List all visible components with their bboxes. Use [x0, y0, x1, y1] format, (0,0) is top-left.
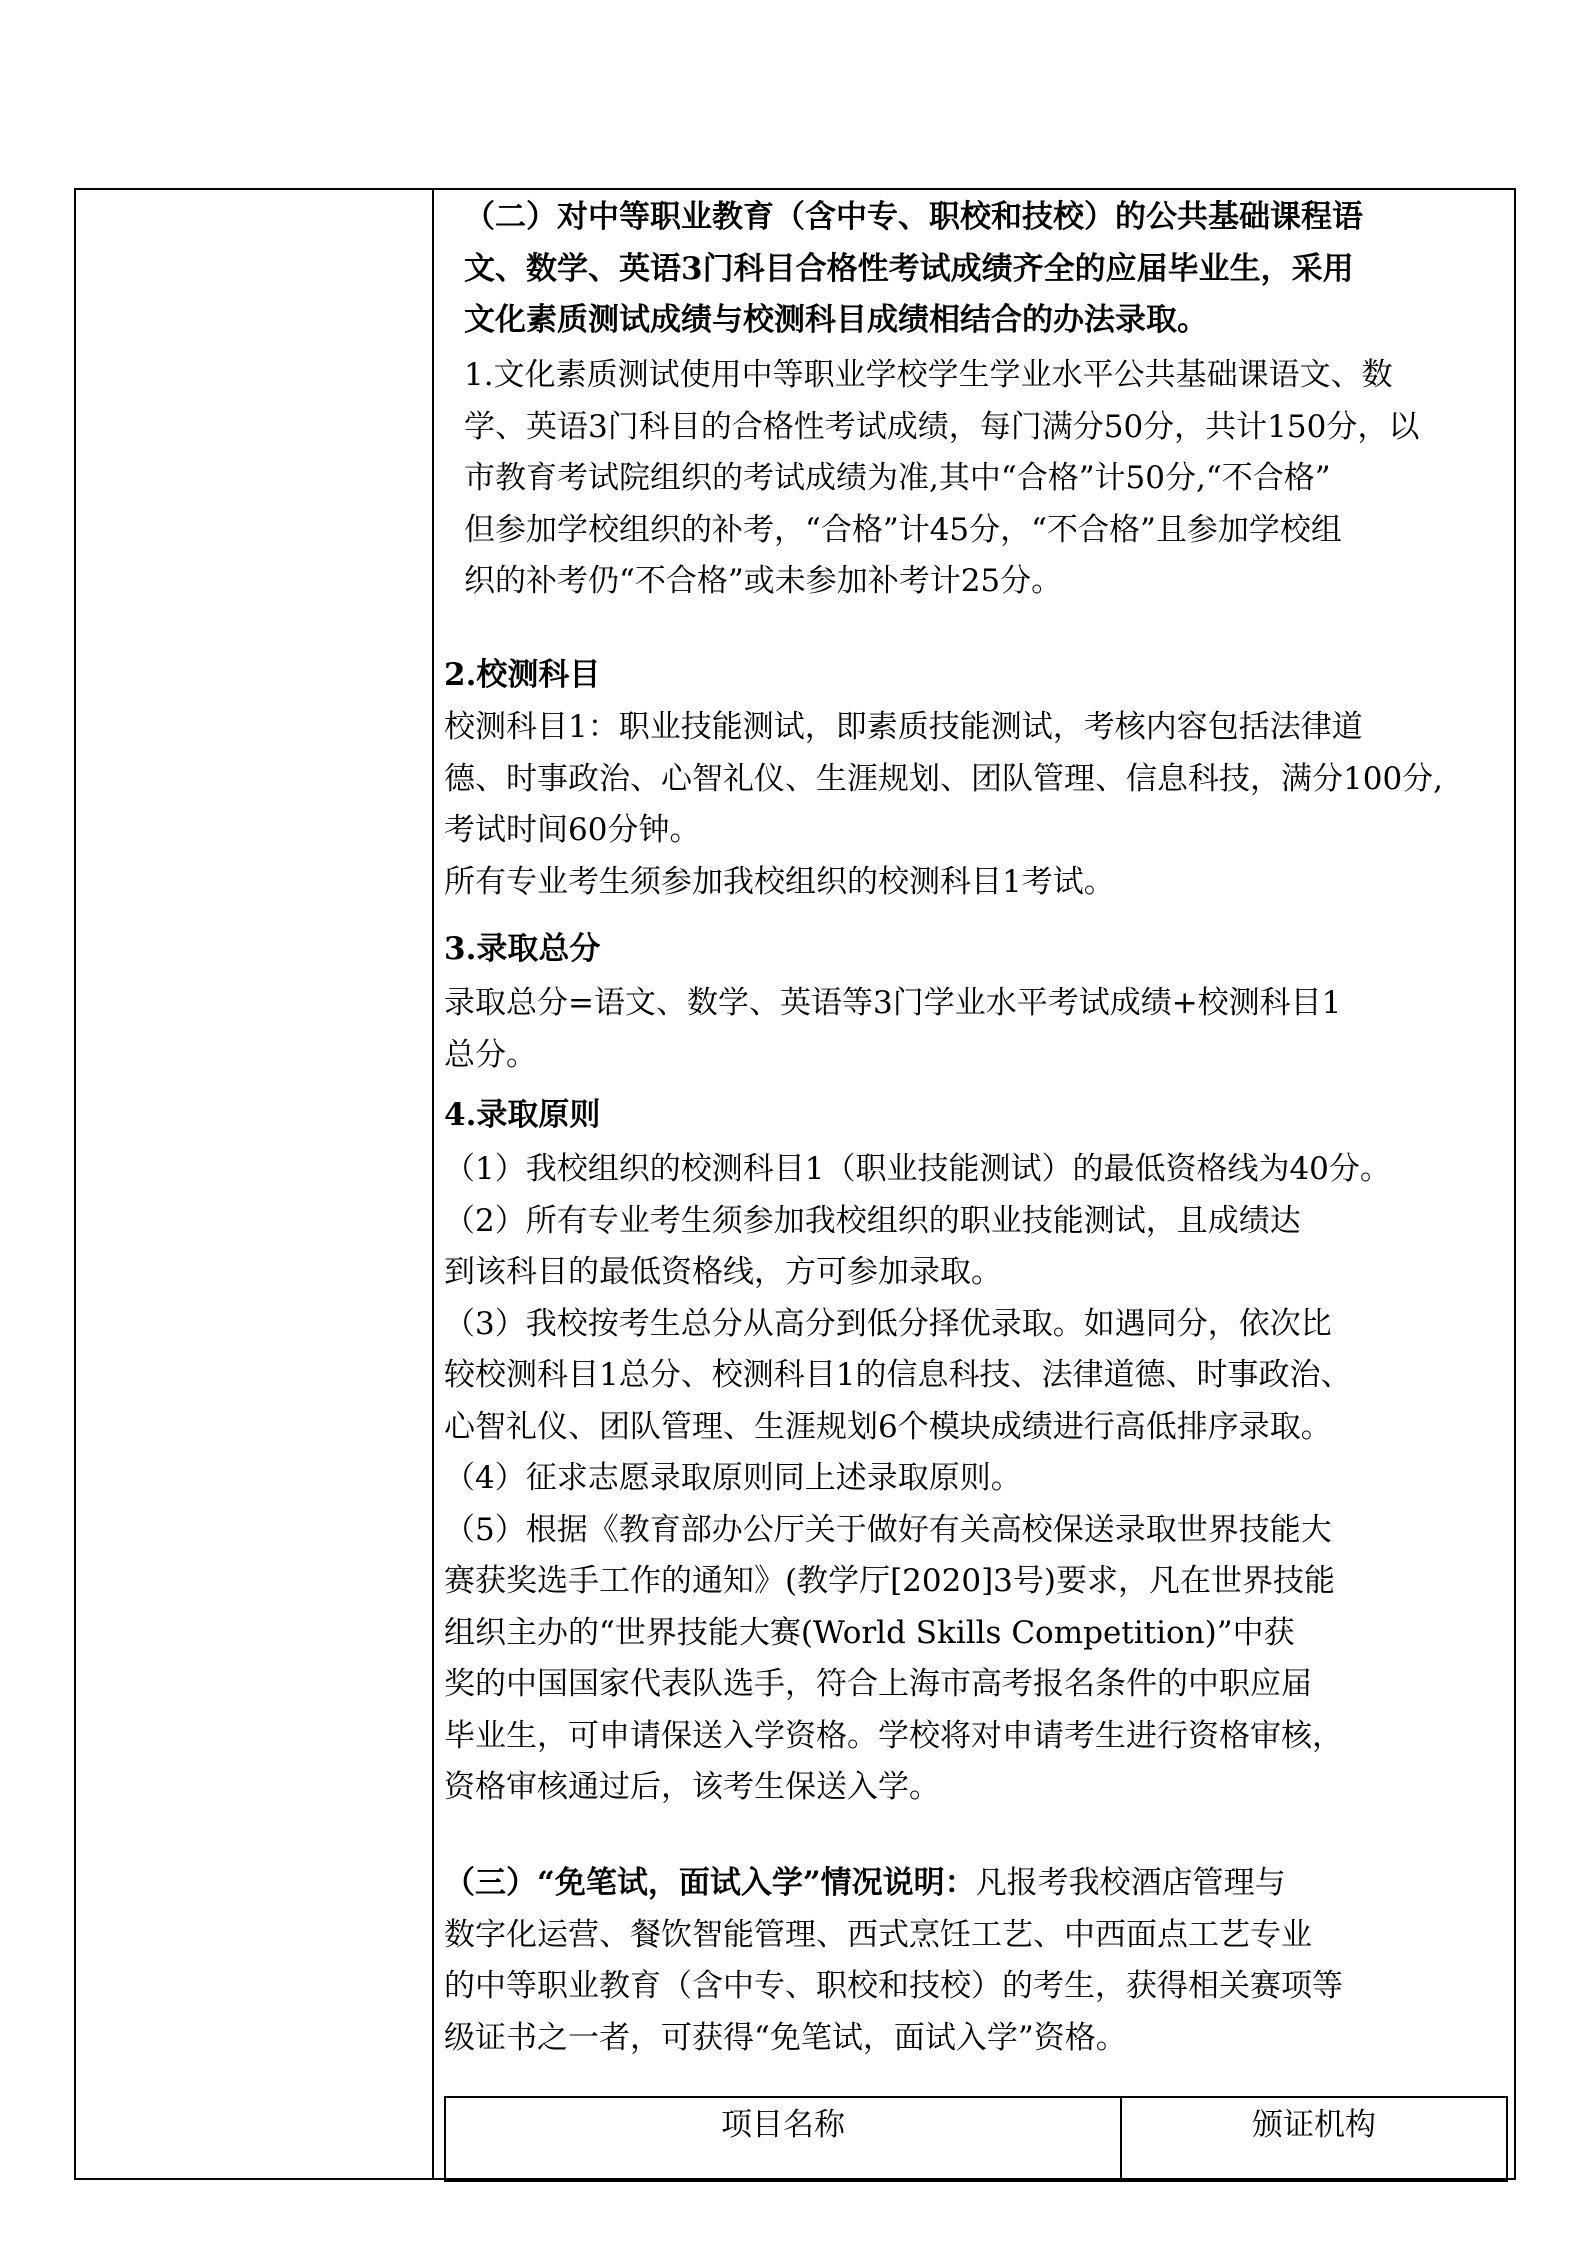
paragraph-line: （4）征求志愿录取原则同上述录取原则。: [444, 1460, 1022, 1496]
certificate-table: [444, 2096, 1508, 2182]
paragraph-line: 较校测科目1总分、校测科目1的信息科技、法律道德、时事政治、: [444, 1357, 1352, 1393]
principles-heading: 4.录取原则: [444, 1097, 601, 1133]
subject-body: [444, 702, 1504, 908]
table-header-issuer: 颁证机构: [1252, 2107, 1376, 2143]
paragraph-line: （1）我校组织的校测科目1（职业技能测试）的最低资格线为40分。: [444, 1151, 1391, 1187]
paragraph-line: 考试时间60分钟。: [444, 812, 701, 848]
paragraph-line: 市教育考试院组织的考试成绩为准,其中“合格”计50分,“不合格”: [464, 460, 1331, 496]
paragraph-line: （5）根据《教育部办公厅关于做好有关高校保送录取世界技能大: [444, 1511, 1332, 1548]
paragraph-line: 学、英语3门科目的合格性考试成绩，每门满分50分，共计150分，以: [464, 408, 1420, 445]
paragraph-line: （3）我校按考生总分从高分到低分择优录取。如遇同分，依次比: [444, 1305, 1332, 1342]
outer-table: [74, 188, 1516, 2180]
paragraph-line: （2）所有专业考生须参加我校组织的职业技能测试，且成绩达: [444, 1202, 1301, 1239]
paragraph-line: 总分。: [444, 1036, 537, 1073]
paragraph-line: 1.文化素质测试使用中等职业学校学生学业水平公共基础课语文、数: [464, 357, 1393, 393]
paragraph-line: 数字化运营、餐饮智能管理、西式烹饪工艺、中西面点工艺专业: [444, 1916, 1312, 1953]
paragraph-line: 奖的中国国家代表队选手，符合上海市高考报名条件的中职应届: [444, 1666, 1312, 1702]
paragraph-line: 资格审核通过后，该考生保送入学。: [444, 1769, 940, 1805]
heading-line: （二）对中等职业教育（含中专、职校和技校）的公共基础课程语: [464, 199, 1363, 235]
left-column-cell: [76, 190, 434, 2178]
paragraph-line: 的中等职业教育（含中专、职校和技校）的考生，获得相关赛项等: [444, 1968, 1343, 2004]
paragraph-line: 到该科目的最低资格线，方可参加录取。: [444, 1254, 1002, 1290]
paragraph-line: 心智礼仪、团队管理、生涯规划6个模块成绩进行高低排序录取。: [444, 1408, 1332, 1445]
section3-first-line: [444, 1858, 1504, 1910]
principles-body: [444, 1144, 1504, 1814]
subject-heading: 2.校测科目: [444, 657, 601, 693]
heading-line: 文、数学、英语3门科目合格性考试成绩齐全的应届毕业生，采用: [464, 250, 1354, 287]
heading-line: 文化素质测试成绩与校测科目成绩相结合的办法录取。: [464, 302, 1208, 338]
section3: [444, 1858, 1504, 2064]
paragraph-line: 但参加学校组织的补考，“合格”计45分，“不合格”且参加学校组: [464, 511, 1342, 548]
paragraph-line: 级证书之一者，可获得“免笔试，面试入学”资格。: [444, 2019, 1127, 2056]
paragraph-line: 录取总分=语文、数学、英语等3门学业水平考试成绩+校测科目1: [444, 985, 1342, 1021]
section2-heading: [464, 192, 1504, 347]
section2-item1: [464, 350, 1504, 608]
section3-heading: （三）“免笔试，面试入学”情况说明：: [444, 1865, 976, 1901]
paragraph-line: 德、时事政治、心智礼仪、生涯规划、团队管理、信息科技，满分100分,: [444, 760, 1444, 797]
paragraph-line: 织的补考仍“不合格”或未参加补考计25分。: [464, 563, 1063, 599]
total-body: [444, 978, 1504, 1081]
paragraph-line: 所有专业考生须参加我校组织的校测科目1考试。: [444, 863, 1115, 900]
content-cell: [444, 190, 1506, 2178]
paragraph-line: 赛获奖选手工作的通知》(教学厅[2020]3号)要求，凡在世界技能: [444, 1563, 1335, 1599]
paragraph-line: 毕业生，可申请保送入学资格。学校将对申请考生进行资格审核，: [444, 1717, 1343, 1754]
paragraph-line: 组织主办的“世界技能大赛(World Skills Competition)”中获: [444, 1614, 1295, 1651]
section3-first-line-rest: 凡报考我校酒店管理与: [975, 1865, 1286, 1901]
table-header-project-name: 项目名称: [446, 2098, 1122, 2180]
total-heading: 3.录取总分: [444, 931, 601, 967]
paragraph-line: 校测科目1：职业技能测试，即素质技能测试，考核内容包括法律道: [444, 709, 1363, 745]
